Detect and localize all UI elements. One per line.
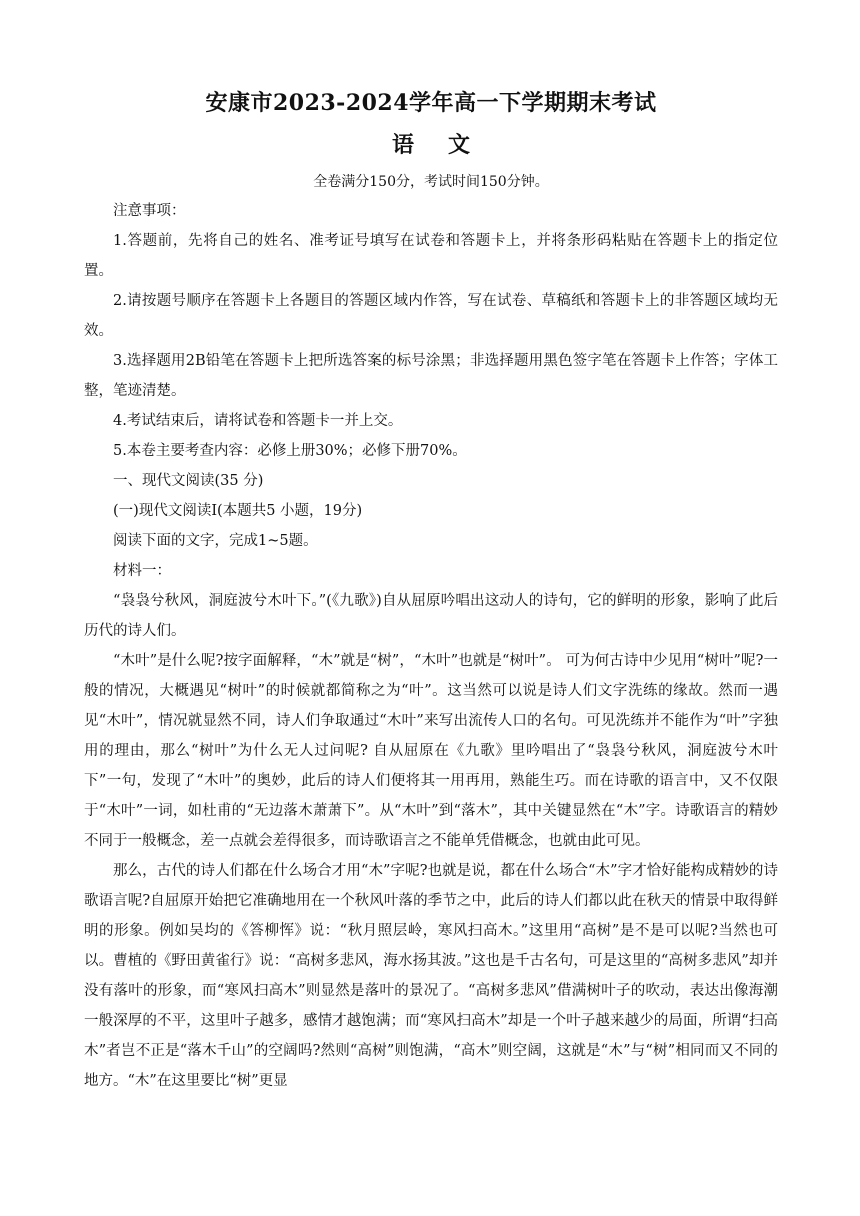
material-label: 材料一： [113,563,171,579]
note-item-3: 3.选择题用2B铅笔在答题卡上把所选答案的标号涂黑；非选择题用黑色签字笔在答题卡上作答；字体工整，笔迹清楚。 [84,353,778,399]
score-line: 全卷满分150分，考试时间150分钟。 [313,174,549,190]
section-heading: 一、现代文阅读(35 分) [113,473,264,489]
note-item-2: 2.请按题号顺序在答题卡上各题目的答题区域内作答，写在试卷、草稿纸和答题卡上的非答题区域均无效。 [84,293,778,339]
note-item-1: 1.答题前，先将自己的姓名、准考证号填写在试卷和答题卡上，并将条形码粘贴在答题卡上的指定位置。 [84,233,778,279]
passage-paragraph-2: “木叶”是什么呢?按字面解释，“木”就是“树”，“木叶”也就是“树叶”。 可为何古诗中少见用“树叶”呢?一般的情况，大概遇见“树叶”的时候就都简称之为“叶”。这当然可以说是诗人们文字洗练的缘故。然而一遇见“木叶”，情况就显然不同，诗人们争取通过“木叶”来写出流传人口的名句。可见洗练并不能作为“叶”字独用的理由，那么“树叶”为什么无人过问呢? 自从屈原在《九歌》里吟唱出了“袅袅兮秋风，洞庭波兮木叶下”一句，发现了“木叶”的奥妙，此后的诗人们便将其一用再用，熟能生巧。而在诗歌的语言中，又不仅限于“木叶”一词，如杜甫的“无边落木萧萧下”。从“木叶”到“落木”，其中关键显然在“木”字。诗歌语言的精妙不同于一般概念，差一点就会差得很多，而诗歌语言之不能单凭借概念，也就由此可见。 [84,653,779,849]
notes-heading: 注意事项： [113,203,186,219]
passage-paragraph-3: 那么，古代的诗人们都在什么场合才用“木”字呢?也就是说，都在什么场合“木”字才恰好能构成精妙的诗歌语言呢?自屈原开始把它准确地用在一个秋风叶落的季节之中，此后的诗人们都以此在秋天的情景中取得鲜明的形象。例如吴均的《答柳恽》说：“秋月照层岭，寒风扫高木。”这里用“高树”是不是可以呢?当然也可以。曹植的《野田黄雀行》说：“高树多悲风，海水扬其波。”这也是千古名句，可是这里的“高树多悲风”却并没有落叶的形象，而“寒风扫高木”则显然是落叶的景况了。“高树多悲风”借满树叶子的吹动，表达出像海潮一般深厚的不平，这里叶子越多，感情才越饱满；而“寒风扫高木”却是一个叶子越来越少的局面，所谓“扫高木”者岂不正是“落木千山”的空阔吗?然则“高树”则饱满，“高木”则空阔，这就是“木”与“树”相同而又不同的地方。“木”在这里要比“树”更显 [84,863,778,1089]
exam-body [84,196,778,1096]
reading-instruction: 阅读下面的文字，完成1~5题。 [113,533,318,549]
passage-paragraph-1: “袅袅兮秋风，洞庭波兮木叶下。”(《九歌》)自从屈原吟唱出这动人的诗句，它的鲜明的形象，影响了此后历代的诗人们。 [84,593,778,639]
section-subheading: (一)现代文阅读Ⅰ(本题共5 小题，19分) [113,503,363,519]
note-item-4: 4.考试结束后，请将试卷和答题卡一并上交。 [113,413,403,429]
subject-title: 语文 [391,132,504,158]
note-item-5: 5.本卷主要考查内容：必修上册30%；必修下册70%。 [113,443,467,459]
exam-title: 安康市2023-2024学年高一下学期期末考试 [205,90,657,116]
